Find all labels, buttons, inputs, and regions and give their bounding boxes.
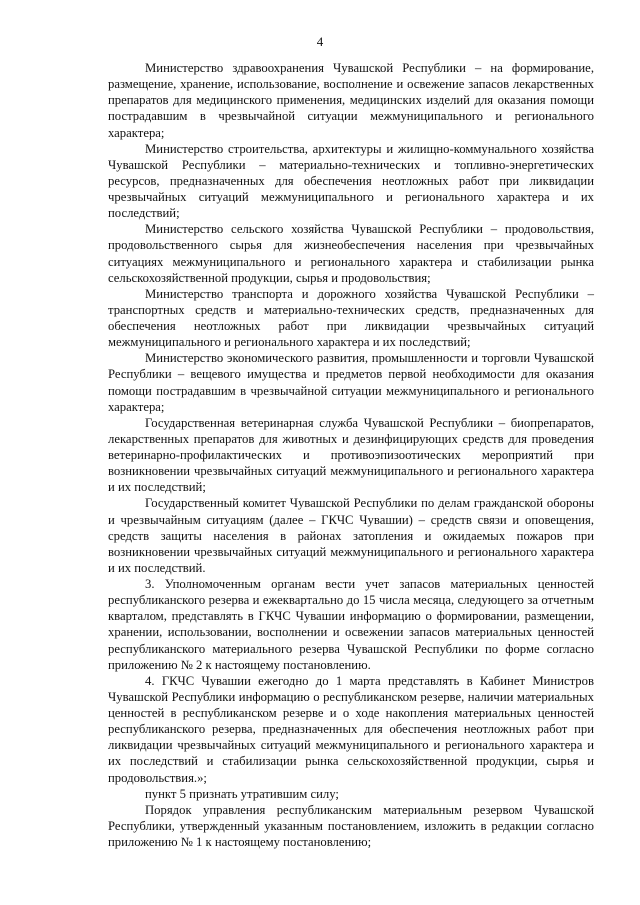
- paragraph-construction-ministry: Министерство строительства, архитектуры и жилищно-коммунального хозяйства Чувашской Республики – материально-технических и топливно-энергетических ресурсов, предназначенных для обеспечения неотложных работ при ликвидации чрезвычайных ситуаций межмуниципального и регионального характера и их последствий;: [108, 141, 594, 221]
- paragraph-item-3: 3. Уполномоченным органам вести учет запасов материальных ценностей республиканского резерва и ежеквартально до 15 числа месяца, следующего за отчетным кварталом, представлять в ГКЧС Чувашии информацию о формировании, размещении, хранении, использовании, восполнении и освежении запасов материальных ценностей республиканского материального резерва Чувашской Республики по форме согласно приложению № 2 к настоящему постановлению.: [108, 577, 594, 672]
- paragraph-emergency-committee: Государственный комитет Чувашской Республики по делам гражданской обороны и чрезвычайным ситуациям (далее – ГКЧС Чувашии) – средств связи и оповещения, средств защиты населения в районах затопления и ожидаемых пожаров при возникновении чрезвычайных ситуаций межмуниципального и регионального характера и их последствий.: [108, 496, 594, 575]
- paragraph-item-4: 4. ГКЧС Чувашии ежегодно до 1 марта представлять в Кабинет Министров Чувашской Республики информацию о республиканском резерве, наличии материальных ценностей в республиканском резерве и о ходе накопления материальных ценностей республиканского резерва, предназначенных для обеспечения неотложных работ при ликвидации чрезвычайных ситуаций межмуниципального и регионального характера и их последствий и стабилизации рынка сельскохозяйственной продукции, сырья и продовольствия.»;: [108, 673, 594, 785]
- page-number: 4: [316, 34, 324, 49]
- paragraph-item-5-repeal: пункт 5 признать утратившим силу;: [145, 786, 339, 801]
- document-body: [108, 60, 594, 850]
- paragraph-economy-ministry: Министерство экономического развития, промышленности и торговли Чувашской Республики – вещевого имущества и предметов первой необходимости для оказания помощи пострадавшим в чрезвычайной ситуации межмуниципального и регионального характера;: [108, 351, 594, 414]
- paragraph-transport-ministry: Министерство транспорта и дорожного хозяйства Чувашской Республики – транспортных средств и материально-технических средств, предназначенных для обеспечения неотложных работ при ликвидации чрезвычайных ситуаций межмуниципального и регионального характера и их последствий;: [108, 286, 594, 350]
- paragraph-health-ministry: Министерство здравоохранения Чувашской Республики – на формирование, размещение, хранение, использование, восполнение и освежение запасов лекарственных препаратов для медицинского применения, медицинских изделий для оказания помощи пострадавшим в чрезвычайной ситуации межмуниципального и регионального характера;: [108, 61, 594, 140]
- paragraph-veterinary-service: Государственная ветеринарная служба Чувашской Республики – биопрепаратов, лекарственных препаратов для животных и дезинфицирующих средств для проведения ветеринарно-профилактических и противоэпизоотических мероприятий при возникновении чрезвычайных ситуаций межмуниципального и регионального характера и их последствий;: [108, 415, 594, 495]
- paragraph-agriculture-ministry: Министерство сельского хозяйства Чувашской Республики – продовольствия, продовольственного сырья для жизнеобеспечения населения при чрезвычайных ситуациях межмуниципального и регионального характера и стабилизации рынка сельскохозяйственной продукции, сырья и продовольствия;: [108, 222, 594, 285]
- paragraph-procedure: Порядок управления республиканским материальным резервом Чувашской Республики, утвержденный указанным постановлением, изложить в редакции согласно приложению № 1 к настоящему постановлению;: [108, 802, 594, 849]
